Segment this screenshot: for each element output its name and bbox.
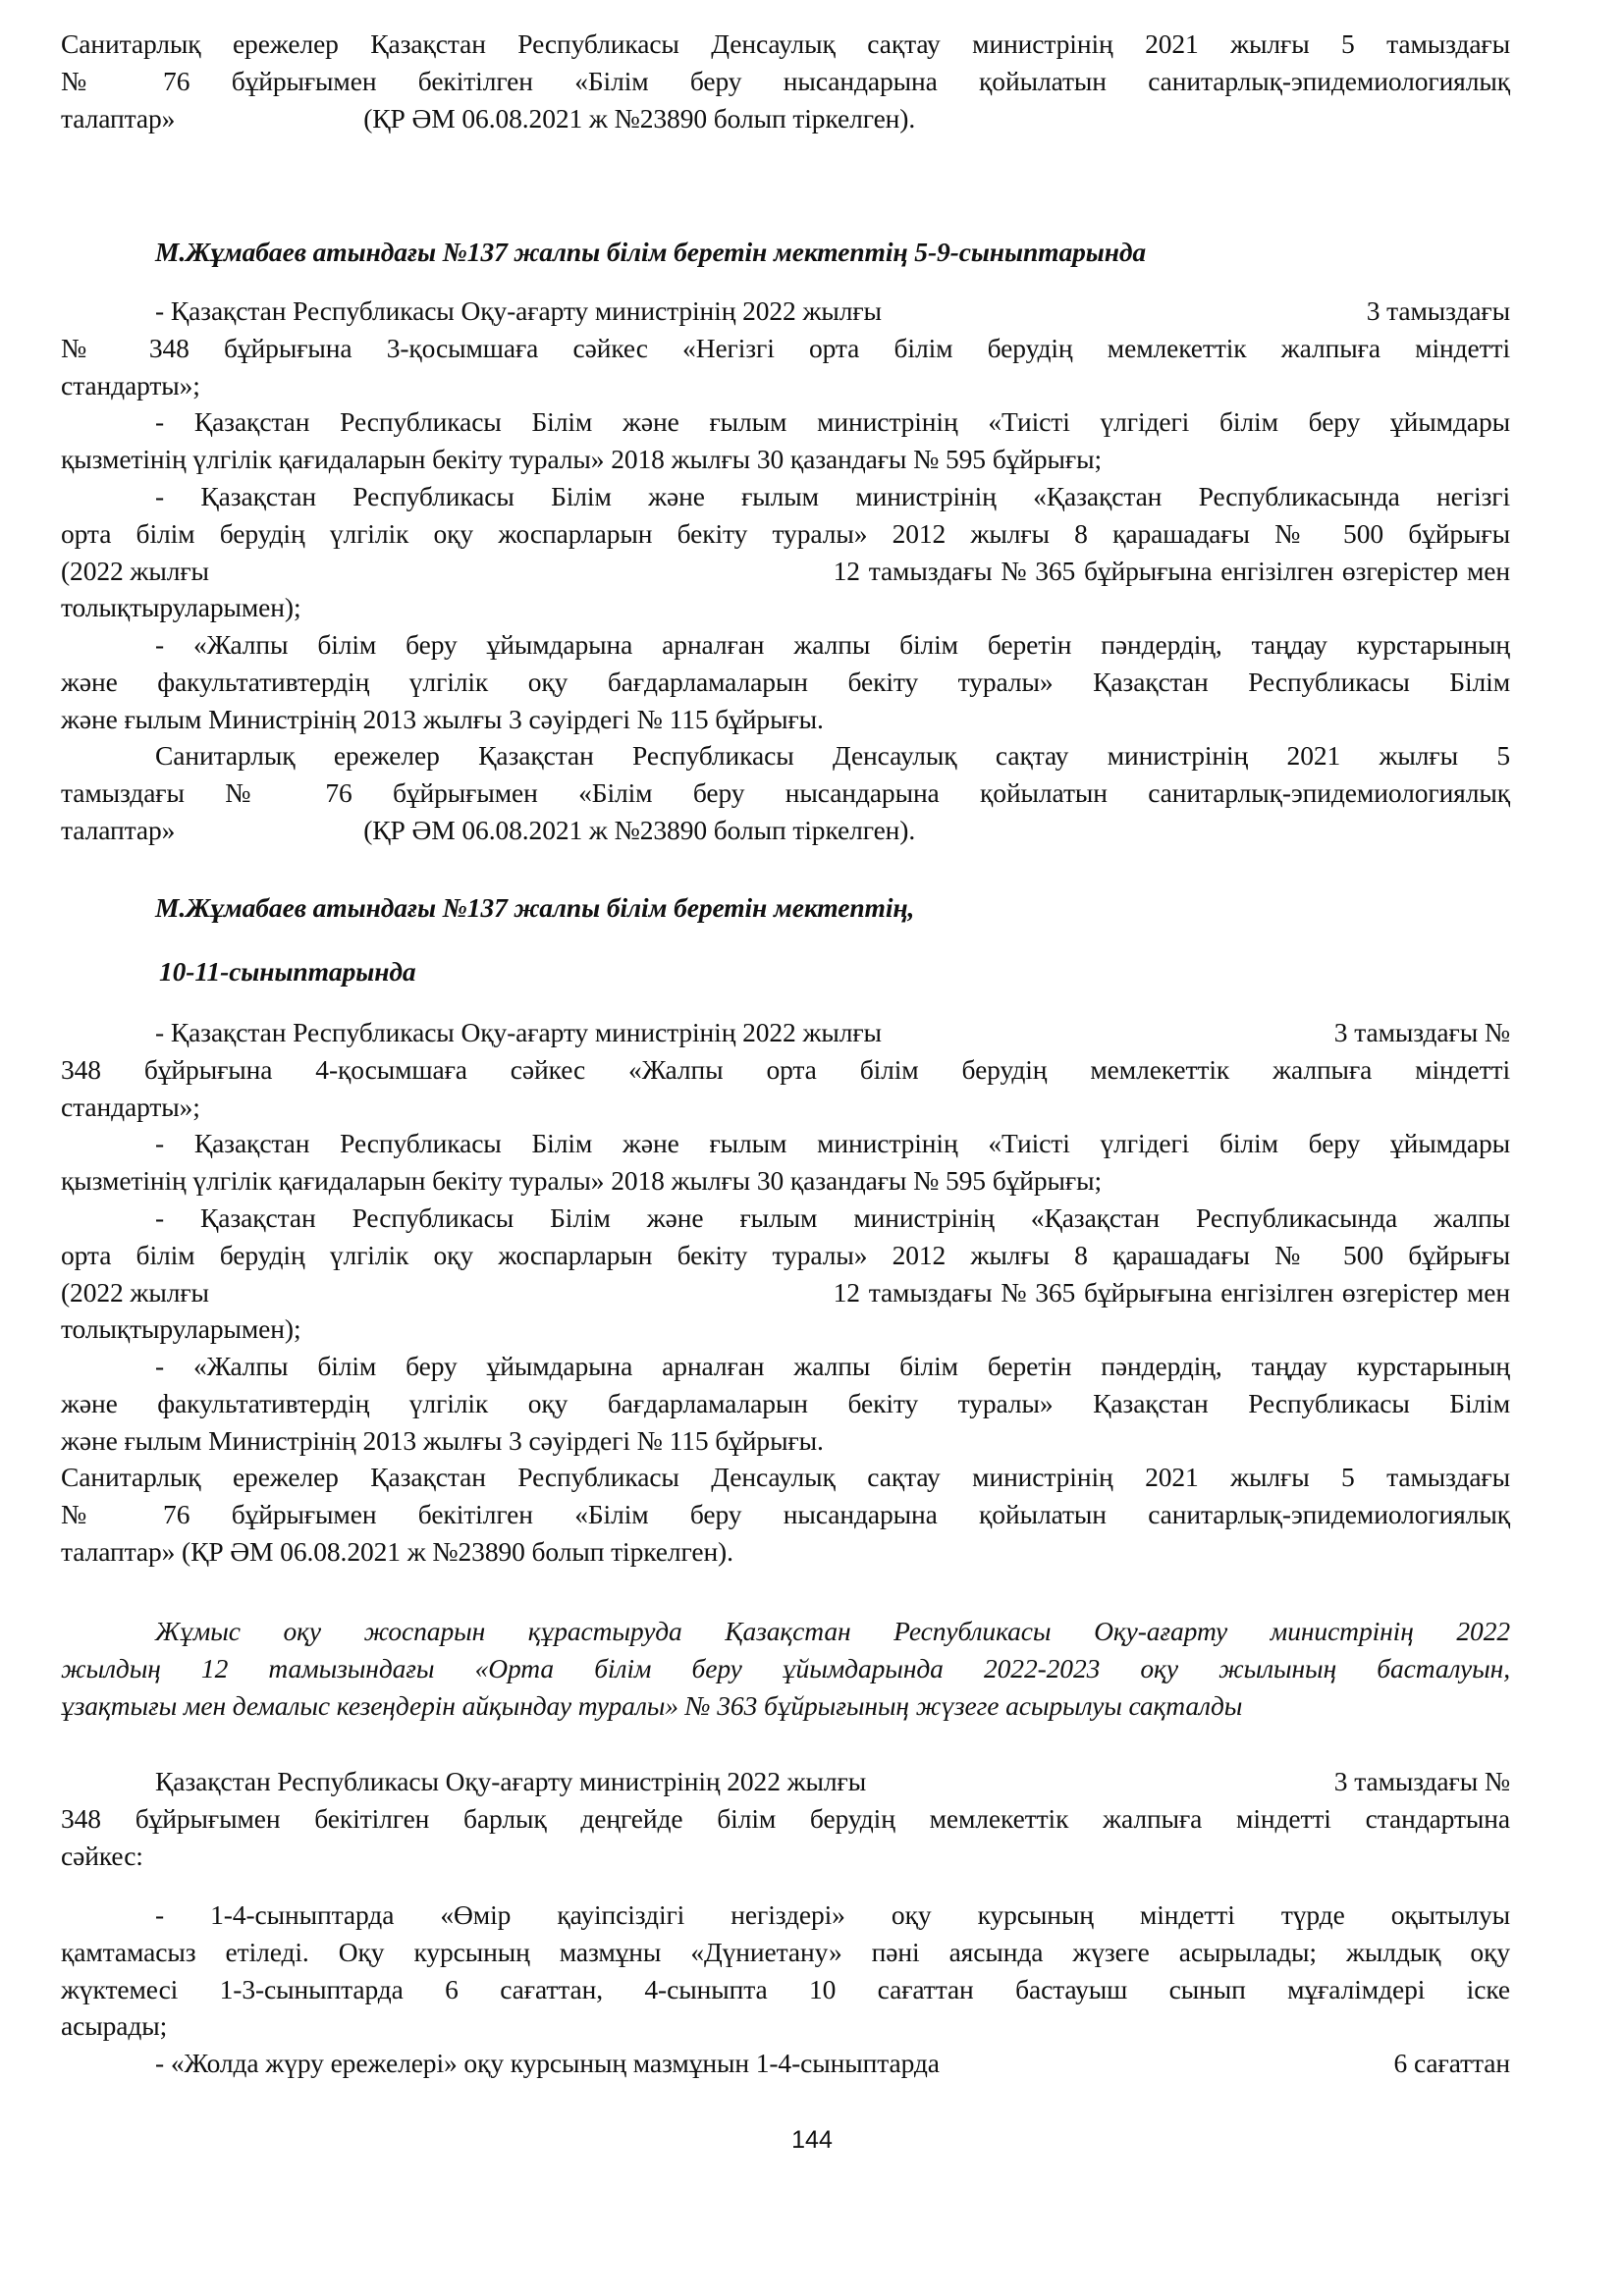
text-line: сәйкес: bbox=[61, 1840, 143, 1871]
text-line bbox=[61, 1274, 1510, 1311]
text-fragment: 3 тамыздағы № bbox=[1333, 1766, 1510, 1796]
text-line: ұзақтығы мен демалыс кезеңдерін айқындау туралы» № 363 бұйрығының жүзеге асырылуы сақталды bbox=[61, 1689, 1243, 1721]
heading-text: М.Жұмабаев атындағы №137 жалпы білім беретін мектептің 5-9-сыныптарында bbox=[155, 237, 1147, 267]
text-line bbox=[61, 812, 1510, 849]
text-fragment: Қазақстан Республикасы Оқу-ағарту министрінің 2022 жылғы bbox=[155, 1766, 867, 1796]
text-line: - Қазақстан Республикасы Білім және ғылым министрінің «Тиісті үлгідегі білім беру ұйымдары bbox=[155, 1128, 1510, 1158]
list-item bbox=[61, 478, 1510, 626]
course-item-life-safety bbox=[61, 1896, 1510, 2045]
sanitary-rules-paragraph bbox=[61, 1459, 1510, 1570]
list-item bbox=[61, 1348, 1510, 1459]
list-item bbox=[61, 293, 1510, 403]
text-line bbox=[61, 100, 1510, 137]
text-fragment: талаптар» bbox=[61, 102, 176, 133]
text-line bbox=[61, 293, 1510, 330]
text-line: тамыздағы № 76 бұйрығымен «Білім беру нысандарына қойылатын санитарлық-эпидемиологиялық bbox=[61, 776, 1510, 808]
text-line bbox=[61, 1014, 1510, 1051]
academic-calendar-note bbox=[61, 1613, 1510, 1724]
text-line: орта білім берудің үлгілік оқу жоспарларын бекіту туралы» 2012 жылғы 8 қарашадағы № 500 бұйрығы bbox=[61, 517, 1510, 549]
text-line bbox=[61, 553, 1510, 590]
list-item bbox=[61, 1125, 1510, 1200]
list-item bbox=[61, 403, 1510, 478]
standard-intro-paragraph bbox=[61, 1763, 1510, 1874]
text-line: қызметінің үлгілік қағидаларын бекіту туралы» 2018 жылғы 30 қазандағы № 595 бұйрығы; bbox=[61, 443, 1102, 474]
text-fragment: - Қазақстан Республикасы Оқу-ағарту министрінің 2022 жылғы bbox=[155, 295, 882, 326]
text-line: - Қазақстан Республикасы Білім және ғылым министрінің «Қазақстан Республикасында негізгі bbox=[155, 481, 1510, 511]
text-fragment: 3 тамыздағы № bbox=[1333, 1017, 1510, 1047]
list-item bbox=[61, 626, 1510, 737]
section-subheading-grades-10-11 bbox=[61, 953, 1510, 990]
text-line: Жұмыс оқу жоспарын құрастыруда Қазақстан Республикасы Оқу-ағарту министрінің 2022 bbox=[155, 1616, 1510, 1646]
text-line: және ғылым Министрінің 2013 жылғы 3 сәуірдегі № 115 бұйрығы. bbox=[61, 703, 824, 734]
text-line: орта білім берудің үлгілік оқу жоспарларын бекіту туралы» 2012 жылғы 8 қарашадағы № 500 бұйрығы bbox=[61, 1239, 1510, 1270]
text-fragment: 6 сағаттан bbox=[1393, 2048, 1510, 2078]
section-heading-grades-10-11 bbox=[61, 889, 1510, 927]
text-line: Санитарлық ережелер Қазақстан Республикасы Денсаулық сақтау министрінің 2021 жылғы 5 тамыздағы bbox=[61, 28, 1510, 59]
sanitary-rules-paragraph bbox=[61, 26, 1510, 136]
text-line: толықтыруларымен); bbox=[61, 592, 301, 623]
sanitary-rules-paragraph bbox=[61, 737, 1510, 848]
text-fragment: (2022 жылғы bbox=[61, 1276, 209, 1308]
heading-text: М.Жұмабаев атындағы №137 жалпы білім беретін мектептің, bbox=[155, 892, 915, 923]
text-fragment: (ҚР ӘМ 06.08.2021 ж №23890 болып тіркелген). bbox=[363, 814, 916, 845]
text-line: - Қазақстан Республикасы Білім және ғылым министрінің «Қазақстан Республикасында жалпы bbox=[155, 1202, 1510, 1233]
page-number: 144 bbox=[791, 2126, 833, 2154]
text-line: № 76 бұйрығымен бекітілген «Білім беру нысандарына қойылатын санитарлық-эпидемиологиялық bbox=[61, 1498, 1510, 1529]
text-line: қамтамасыз етіледі. Оқу курсының мазмұны «Дүниетану» пәні аясында жүзеге асырылады; жылдық оқу bbox=[61, 1936, 1510, 1967]
text-line: және факультативтердің үлгілік оқу бағдарламаларын бекіту туралы» Қазақстан Республикасы Білім bbox=[61, 666, 1510, 697]
text-fragment: 3 тамыздағы bbox=[1366, 295, 1510, 326]
text-line: - «Жалпы білім беру ұйымдарына арналған жалпы білім беретін пәндердің, таңдау курстарының bbox=[155, 629, 1510, 660]
text-line: толықтыруларымен); bbox=[61, 1313, 301, 1345]
text-line: - «Жалпы білім беру ұйымдарына арналған жалпы білім беретін пәндердің, таңдау курстарының bbox=[155, 1351, 1510, 1381]
list-item bbox=[61, 1200, 1510, 1348]
text-fragment: (2022 жылғы bbox=[61, 555, 209, 586]
text-line: № 348 бұйрығына 3-қосымшаға сәйкес «Негізгі орта білім берудің мемлекеттік жалпыға міндетті bbox=[61, 332, 1510, 363]
section-heading-grades-5-9 bbox=[61, 234, 1510, 271]
text-line: жылдың 12 тамызындағы «Орта білім беру ұйымдарында 2022-2023 оқу жылының басталуын, bbox=[61, 1652, 1510, 1683]
text-line: жүктемесі 1-3-сыныптарда 6 сағаттан, 4-сыныпта 10 сағаттан бастауыш сынып мұғалімдері іске bbox=[61, 1973, 1510, 2004]
text-line: 348 бұйрығына 4-қосымшаға сәйкес «Жалпы орта білім берудің мемлекеттік жалпыға міндетті bbox=[61, 1053, 1510, 1085]
text-fragment: талаптар» bbox=[61, 814, 176, 845]
text-line: Санитарлық ережелер Қазақстан Республикасы Денсаулық сақтау министрінің 2021 жылғы 5 bbox=[155, 740, 1510, 771]
text-line: асырады; bbox=[61, 2010, 168, 2042]
text-fragment: - «Жолда жүру ережелері» оқу курсының мазмұнын 1-4-сыныптарда bbox=[155, 2048, 940, 2078]
course-item-traffic-rules bbox=[61, 2045, 1510, 2082]
text-line: талаптар» (ҚР ӘМ 06.08.2021 ж №23890 болып тіркелген). bbox=[61, 1535, 733, 1567]
text-line: және ғылым Министрінің 2013 жылғы 3 сәуірдегі № 115 бұйрығы. bbox=[61, 1424, 824, 1456]
text-line: стандарты»; bbox=[61, 1091, 200, 1122]
text-line: қызметінің үлгілік қағидаларын бекіту туралы» 2018 жылғы 30 қазандағы № 595 бұйрығы; bbox=[61, 1164, 1102, 1196]
text-line bbox=[61, 2045, 1510, 2082]
text-fragment: - Қазақстан Республикасы Оқу-ағарту министрінің 2022 жылғы bbox=[155, 1017, 882, 1047]
text-fragment: 12 тамыздағы № 365 бұйрығына енгізілген өзгерістер мен bbox=[833, 1276, 1510, 1308]
text-line: № 76 бұйрығымен бекітілген «Білім беру нысандарына қойылатын санитарлық-эпидемиологиялық bbox=[61, 65, 1510, 96]
text-line: Санитарлық ережелер Қазақстан Республикасы Денсаулық сақтау министрінің 2021 жылғы 5 тамыздағы bbox=[61, 1462, 1510, 1492]
text-line: - Қазақстан Республикасы Білім және ғылым министрінің «Тиісті үлгідегі білім беру ұйымдары bbox=[155, 406, 1510, 437]
list-item bbox=[61, 1014, 1510, 1125]
text-fragment: (ҚР ӘМ 06.08.2021 ж №23890 болып тіркелген). bbox=[363, 102, 916, 133]
text-fragment: 12 тамыздағы № 365 бұйрығына енгізілген өзгерістер мен bbox=[833, 555, 1510, 586]
heading-text: 10-11-сыныптарында bbox=[159, 956, 416, 987]
text-line: стандарты»; bbox=[61, 369, 200, 400]
text-line: және факультативтердің үлгілік оқу бағдарламаларын бекіту туралы» Қазақстан Республикасы Білім bbox=[61, 1387, 1510, 1418]
text-line: - 1-4-сыныптарда «Өмір қауіпсіздігі негіздері» оқу курсының міндетті түрде оқытылуы bbox=[155, 1899, 1510, 1930]
text-line: 348 бұйрығымен бекітілген барлық деңгейде білім берудің мемлекеттік жалпыға міндетті стандартына bbox=[61, 1802, 1510, 1834]
text-line bbox=[61, 1763, 1510, 1800]
